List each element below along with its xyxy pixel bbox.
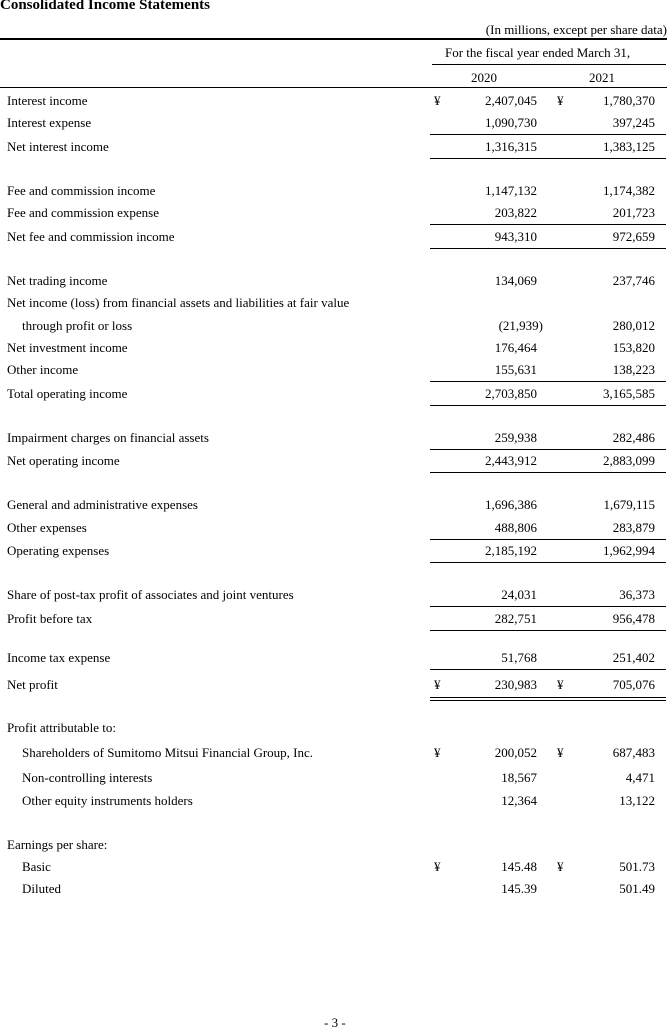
value-2020: 24,031 [501, 587, 537, 602]
value-2020: 259,938 [494, 430, 537, 445]
row-label: Interest expense [7, 115, 92, 130]
value-2021: 972,659 [612, 229, 655, 244]
currency-symbol: ¥ [557, 93, 564, 108]
table-row [0, 859, 669, 881]
value-2021: 201,723 [612, 205, 655, 220]
value-2021: 4,471 [625, 770, 655, 785]
value-2020: 2,443,912 [485, 453, 537, 468]
value-2020: 1,316,315 [485, 139, 537, 154]
column-underline [430, 224, 666, 225]
value-2021: 1,679,115 [603, 497, 655, 512]
value-2020: 2,185,192 [485, 543, 537, 558]
value-2021: 1,962,994 [603, 543, 655, 558]
table-row [0, 497, 669, 519]
currency-symbol: ¥ [557, 859, 564, 874]
value-2020: 2,703,850 [485, 386, 537, 401]
value-2021: 283,879 [612, 520, 655, 535]
row-label: Other income [7, 362, 79, 377]
row-label: General and administrative expenses [7, 497, 198, 512]
column-underline [430, 449, 666, 450]
row-label: Profit before tax [7, 611, 93, 626]
value-2021: 251,402 [612, 650, 655, 665]
value-2021: 153,820 [612, 340, 655, 355]
row-label: Basic [22, 859, 51, 874]
page-number: - 3 - [324, 1015, 346, 1030]
table-row [0, 745, 669, 767]
table-row [0, 318, 669, 340]
currency-symbol: ¥ [557, 745, 564, 760]
column-underline [430, 248, 666, 249]
value-2020: 1,090,730 [485, 115, 537, 130]
row-label: Other expenses [7, 520, 87, 535]
value-2020: 145.39 [501, 881, 537, 896]
column-underline [430, 606, 666, 607]
row-label: Operating expenses [7, 543, 110, 558]
value-2021: 1,383,125 [603, 139, 655, 154]
value-2021: 280,012 [612, 318, 655, 333]
row-label: Income tax expense [7, 650, 111, 665]
value-2020: 282,751 [494, 611, 537, 626]
row-label: Shareholders of Sumitomo Mitsui Financial Group, Inc. [22, 745, 314, 760]
table-row [0, 677, 669, 699]
value-2021: 237,746 [612, 273, 655, 288]
row-label: Net investment income [7, 340, 128, 355]
currency-symbol: ¥ [434, 677, 441, 692]
value-2020: 51,768 [501, 650, 537, 665]
currency-symbol: ¥ [434, 93, 441, 108]
row-label: Other equity instruments holders [22, 793, 193, 808]
table-row [0, 295, 669, 317]
row-label: Net operating income [7, 453, 120, 468]
statement-title: Consolidated Income Statements [0, 0, 210, 13]
value-2021: 36,373 [619, 587, 655, 602]
value-2021: 3,165,585 [603, 386, 655, 401]
value-2021: 501.49 [619, 881, 655, 896]
table-row [0, 770, 669, 792]
column-underline [430, 381, 666, 382]
row-label: Fee and commission expense [7, 205, 159, 220]
value-2020: 1,696,386 [485, 497, 537, 512]
value-2020: 200,052 [494, 745, 537, 760]
value-2021: 2,883,099 [603, 453, 655, 468]
value-2021: 282,486 [612, 430, 655, 445]
table-row [0, 837, 669, 859]
value-2020: 2,407,045 [485, 93, 537, 108]
value-2021: 13,122 [619, 793, 655, 808]
units-note: (In millions, except per share data) [485, 22, 667, 37]
row-label: Net trading income [7, 273, 108, 288]
table-row [0, 340, 669, 362]
row-label: Fee and commission income [7, 183, 156, 198]
value-2020: 18,567 [501, 770, 537, 785]
table-row [0, 93, 669, 115]
value-2020: 1,147,132 [485, 183, 537, 198]
period-rule [432, 64, 666, 65]
year-2021-header: 2021 [589, 70, 615, 85]
row-label: Earnings per share: [7, 837, 108, 852]
value-2021: 956,478 [612, 611, 655, 626]
value-2021: 397,245 [612, 115, 655, 130]
year-2020-header: 2020 [471, 70, 497, 85]
column-underline [430, 158, 666, 159]
value-2020: 155,631 [494, 362, 537, 377]
value-2021: 1,780,370 [603, 93, 655, 108]
row-label: Net profit [7, 677, 58, 692]
value-2021: 687,483 [612, 745, 655, 760]
value-2020: 145.48 [501, 859, 537, 874]
column-underline [430, 539, 666, 540]
value-2020: 230,983 [494, 677, 537, 692]
table-row [0, 793, 669, 815]
double-underline [430, 697, 666, 701]
row-label: Net fee and commission income [7, 229, 175, 244]
period-header: For the fiscal year ended March 31, [445, 45, 631, 60]
column-underline [430, 630, 666, 631]
row-label: Share of post-tax profit of associates and joint ventures [7, 587, 294, 602]
value-2020: 12,364 [501, 793, 537, 808]
column-underline [430, 472, 666, 473]
value-2020: 488,806 [494, 520, 537, 535]
row-label: Net interest income [7, 139, 109, 154]
column-underline [430, 405, 666, 406]
column-underline [430, 562, 666, 563]
value-2021: 1,174,382 [603, 183, 655, 198]
row-label: Interest income [7, 93, 88, 108]
table-row [0, 273, 669, 295]
value-2021: 138,223 [612, 362, 655, 377]
top-rule [0, 38, 667, 40]
value-2020: 176,464 [494, 340, 537, 355]
value-2020: 943,310 [494, 229, 537, 244]
header-rule [0, 87, 667, 88]
row-label: Total operating income [7, 386, 128, 401]
currency-symbol: ¥ [434, 745, 441, 760]
row-label: through profit or loss [22, 318, 133, 333]
currency-symbol: ¥ [434, 859, 441, 874]
column-underline [430, 669, 666, 670]
value-2020: 134,069 [494, 273, 537, 288]
table-row [0, 720, 669, 742]
value-2020: 203,822 [494, 205, 537, 220]
row-label: Diluted [22, 881, 61, 896]
table-row [0, 881, 669, 903]
row-label: Impairment charges on financial assets [7, 430, 209, 445]
row-label: Net income (loss) from financial assets and liabilities at fair value [7, 295, 350, 310]
table-row [0, 183, 669, 205]
column-underline [430, 134, 666, 135]
value-2021: 501.73 [619, 859, 655, 874]
row-label: Non-controlling interests [22, 770, 153, 785]
value-2020: (21,939) [498, 318, 543, 333]
value-2021: 705,076 [612, 677, 655, 692]
currency-symbol: ¥ [557, 677, 564, 692]
row-label: Profit attributable to: [7, 720, 117, 735]
